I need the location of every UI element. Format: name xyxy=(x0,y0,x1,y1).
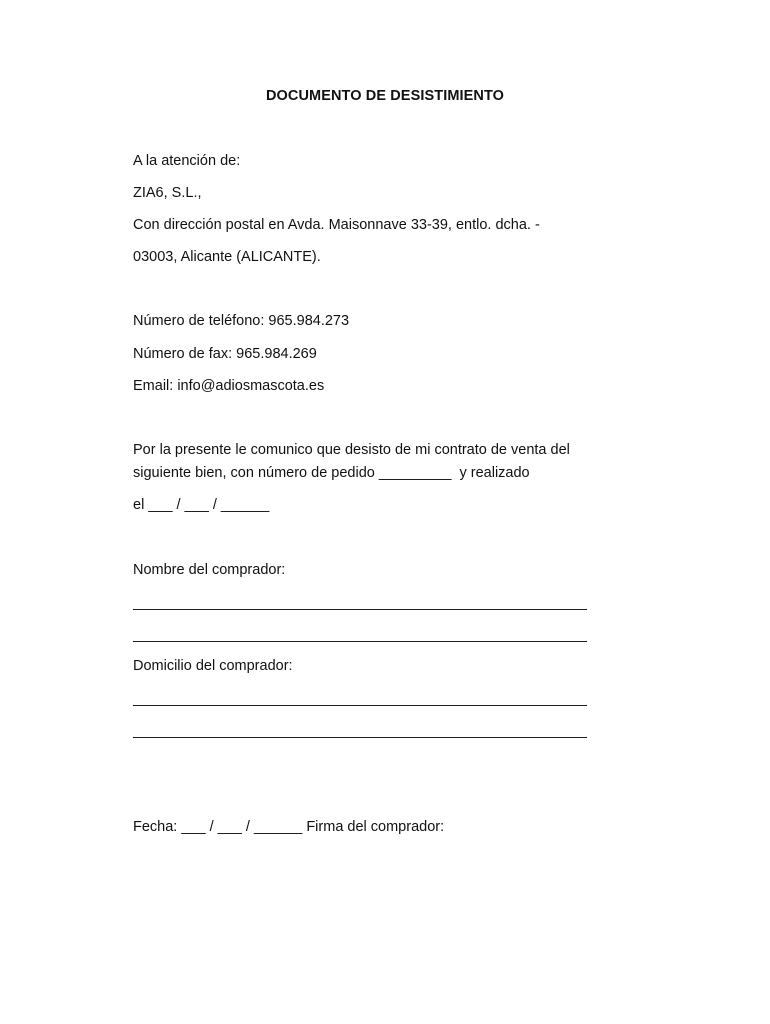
document-title: DOCUMENTO DE DESISTIMIENTO xyxy=(265,88,505,104)
address-line-1: Con dirección postal en Avda. Maisonnave 33-39, entlo. dcha. - xyxy=(133,217,540,233)
buyer-name-label: Nombre del comprador: xyxy=(133,562,286,578)
buyer-address-blank-2 xyxy=(133,737,587,738)
statement-line-2: siguiente bien, con número de pedido _________ y realizado xyxy=(133,465,530,481)
address-line-2: 03003, Alicante (ALICANTE). xyxy=(133,249,321,265)
fax-line: Número de fax: 965.984.269 xyxy=(133,346,317,362)
buyer-name-blank-1 xyxy=(133,609,587,610)
buyer-name-blank-2 xyxy=(133,641,587,642)
company-name: ZIA6, S.L., xyxy=(133,185,202,201)
statement-line-3: el ___ / ___ / ______ xyxy=(133,497,270,513)
attention-line: A la atención de: xyxy=(133,153,241,169)
email-line: Email: info@adiosmascota.es xyxy=(133,378,325,394)
buyer-address-label: Domicilio del comprador: xyxy=(133,658,293,674)
phone-line: Número de teléfono: 965.984.273 xyxy=(133,313,350,329)
buyer-address-blank-1 xyxy=(133,705,587,706)
date-signature-line: Fecha: ___ / ___ / ______ Firma del comprador: xyxy=(133,819,445,835)
statement-line-1: Por la presente le comunico que desisto de mi contrato de venta del xyxy=(133,442,570,458)
